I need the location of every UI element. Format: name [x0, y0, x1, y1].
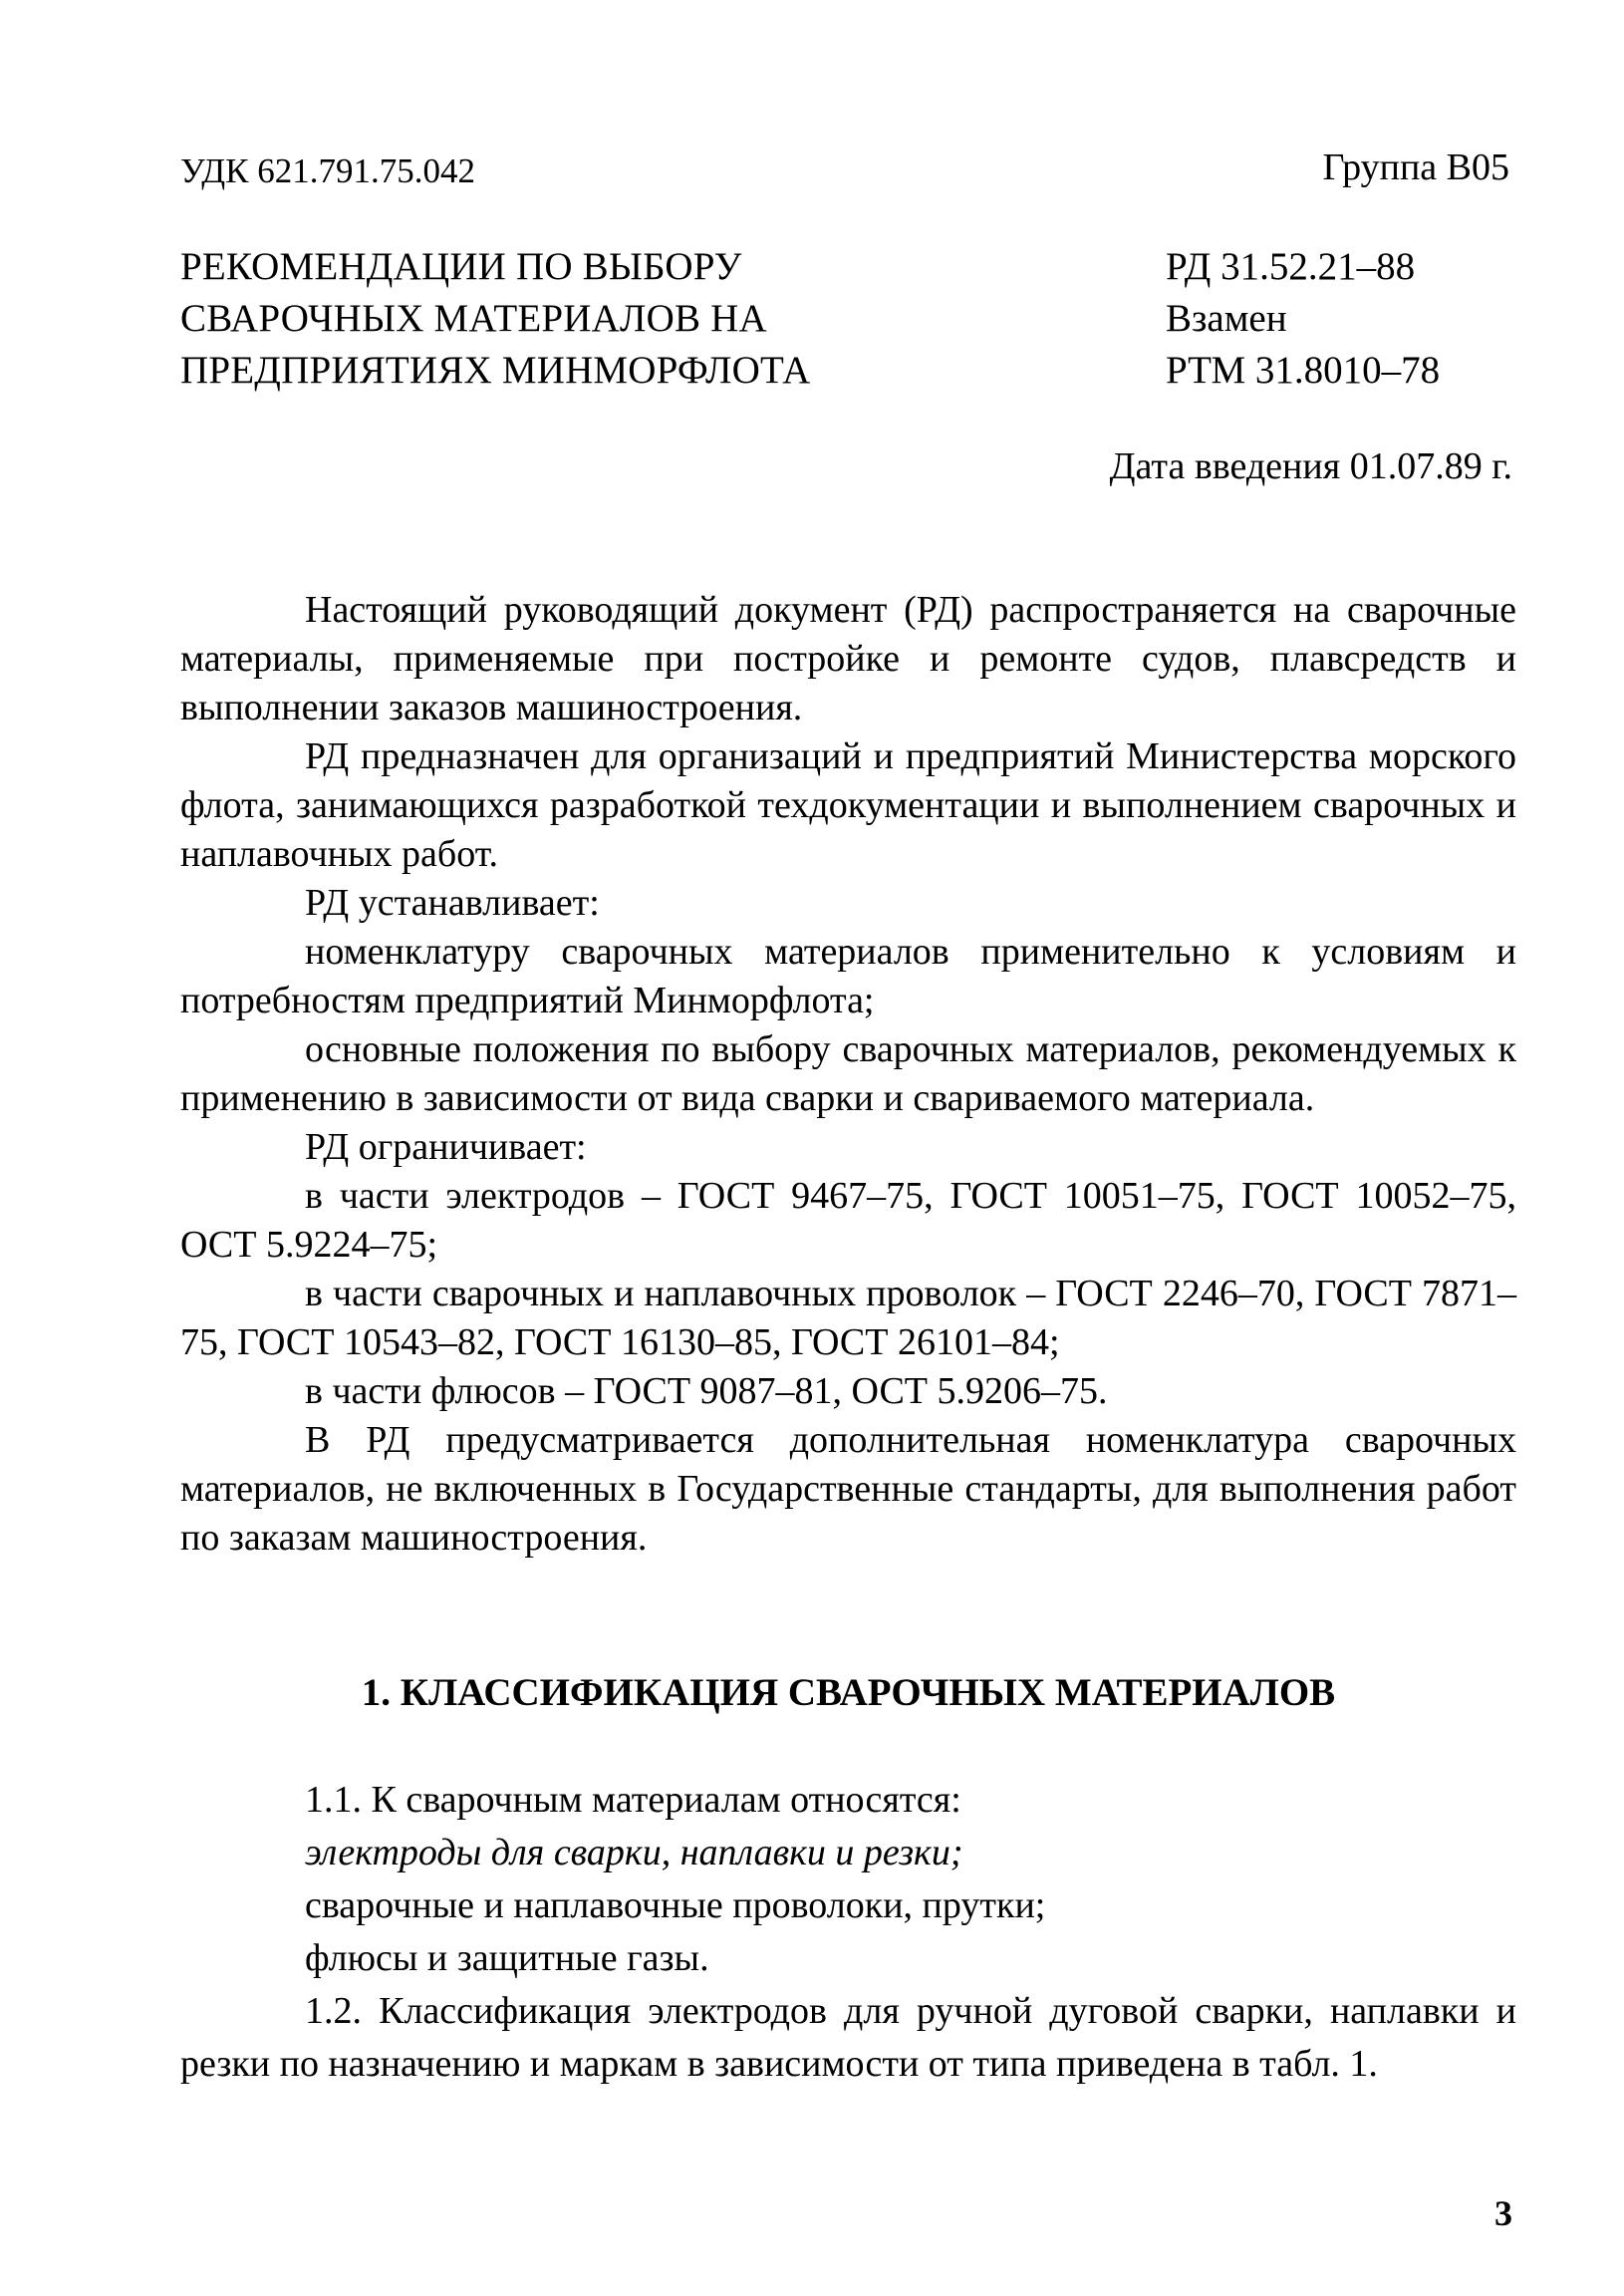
paragraph: номенклатуру сварочных материалов применительно к условиям и потребностям предприятий Минморфлота; [180, 931, 1516, 1021]
document-number: РД 31.52.21–88 [1166, 245, 1416, 288]
paragraph: 1.2. Классификация электродов для ручной дуговой сварки, наплавки и резки по назначению и маркам в зависимости от типа приведена в табл. 1. [180, 1990, 1516, 2085]
section-heading: 1. КЛАССИФИКАЦИЯ СВАРОЧНЫХ МАТЕРИАЛОВ [361, 1671, 1336, 1714]
title-line: ПРЕДПРИЯТИЯХ МИНМОРФЛОТА [180, 349, 811, 392]
udk-code: УДК 621.791.75.042 [180, 151, 475, 190]
list-item: флюсы и защитные газы. [305, 1937, 709, 1979]
paragraph: в части сварочных и наплавочных проволок – ГОСТ 2246–70, ГОСТ 7871–75, ГОСТ 10543–82, ГОСТ 16130–85, ГОСТ 26101–84; [180, 1273, 1516, 1363]
paragraph: основные положения по выбору сварочных материалов, рекомендуемых к применению в зависимости от вида сварки и свариваемого материала. [180, 1028, 1516, 1119]
effective-date: Дата введения 01.07.89 г. [1109, 445, 1512, 487]
replace-label: Взамен [1166, 297, 1287, 340]
group-code: Группа В05 [1322, 146, 1509, 188]
document-title [180, 241, 810, 397]
paragraph: В РД предусматривается дополнительная номенклатура сварочных материалов, не включенных в Государственные стандарты, для выполнения работ по заказам машиностроения. [180, 1419, 1516, 1559]
section-body [180, 1774, 1516, 2091]
paragraph: РД устанавливает: [305, 882, 600, 924]
paragraph: РД ограничивает: [305, 1126, 587, 1168]
paragraph: в части флюсов – ГОСТ 9087–81, ОСТ 5.9206–75. [305, 1370, 1108, 1412]
document-code-block [1166, 241, 1440, 397]
replaced-document: РТМ 31.8010–78 [1166, 349, 1441, 392]
list-item: электроды для сварки, наплавки и резки; [305, 1832, 963, 1873]
paragraph: 1.1. К сварочным материалам относятся: [305, 1779, 961, 1821]
paragraph: в части электродов – ГОСТ 9467–75, ГОСТ 10051–75, ГОСТ 10052–75, ОСТ 5.9224–75; [180, 1175, 1516, 1266]
paragraph: РД предназначен для организаций и предприятий Министерства морского флота, занимающихся разработкой техдокументации и выполнением сварочных и наплавочных работ. [180, 735, 1516, 875]
list-item: сварочные и наплавочные проволоки, прутки; [305, 1884, 1046, 1926]
title-line: РЕКОМЕНДАЦИИ ПО ВЫБОРУ [180, 245, 742, 288]
title-line: СВАРОЧНЫХ МАТЕРИАЛОВ НА [180, 297, 767, 340]
introduction [180, 586, 1516, 1563]
page-number: 3 [1494, 2193, 1512, 2233]
paragraph: Настоящий руководящий документ (РД) распространяется на сварочные материалы, применяемые при постройке и ремонте судов, плавсредств и выполнении заказов машиностроения. [180, 589, 1516, 728]
